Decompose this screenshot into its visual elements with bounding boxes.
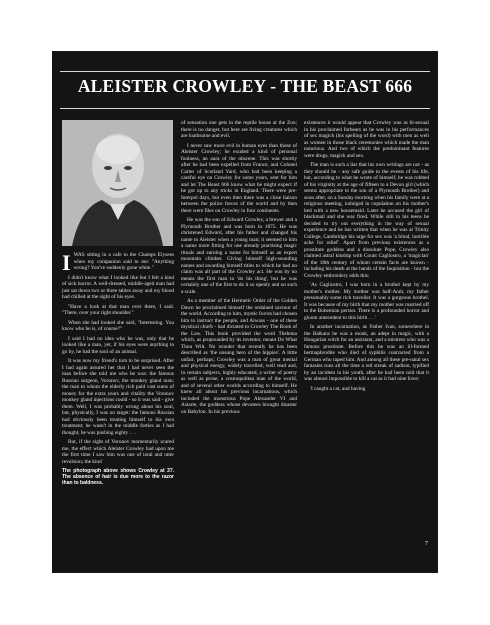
title-rule — [60, 108, 430, 109]
paragraph: existences it would appear that Crowley was as bi-sexual in his proclaimed forbears as he was in his performances of sex magick (his spelling of the word) with men as well as women in those black ceremonies which made the man notorious. And two of which the predominant features were drugs, magick and sex. — [304, 120, 429, 159]
magazine-page — [52, 51, 438, 573]
paragraph: "Have a look at that man over there, I said. "There, over your right shoulder." — [62, 303, 174, 316]
article-title: ALEISTER CROWLEY - THE BEAST 666 — [77, 76, 413, 96]
paragraph: It was now my friend's turn to be surprised. After I had again assured her that I had never seen the man before she told me who he was: the famous Russian surgeon, Voronov, the monkey gland man; the man to whom the elderly rich paid vast sums of money for the extra years and vitality the Voronov monkey gland injections could - so it was said - give them. Well, I was probably wrong about his soul, but, physically, I was on target: the famous Russian had obviously been treating himself to his own treatment; he wasn't in the middle forties as I had thought, he was pushing eighty . . . — [62, 358, 174, 436]
paragraph: The man is such a liar that his own writings are not - as they should be - any safe guide to the events of his life, but, according to what he wrote of himself, he was robbed of his virginity at the age of fifteen to a Devon girl (which seems appropriate to the son of a Plymouth Brother) and soon after, on a Sunday morning when his family were at a religious meeting, indulged in copulation on his mother's bed with a new housemaid. Later he accused the girl of blackmail and she was fired. While still in his teens he decided to try out everything in the way of sexual experience and he has written that when he was at Trinity College, Cambridge his urge for sex was 'a blind, horrible ache for relief'. Apart from previous existences as a prostitute goddess and a dissolute Pope, Crowley also claimed astral kinship with Count Cagliostro, a 'magician' of the 18th century of whom certain facts are known - including his death at the hands of the Inquisition - but the Crowley embroidery adds this: — [304, 162, 429, 279]
paragraph: WAS sitting in a cafe in the Champs Elysees when my companion said to me: "Anything wrong? You've suddenly gone white." — [73, 252, 174, 271]
paragraph: When she had looked she said, "Interesting. You know who he is, of course?" — [62, 319, 174, 332]
column-1 — [62, 120, 174, 486]
crowley-photo — [62, 120, 173, 246]
column-2 — [181, 120, 297, 418]
paragraph: In another incarnation, as Father Ivan, somewhere in the Balkans he was a monk, an adept in magic, with a Hungarian witch for an assistant, and a mistress who was a famous prostitute. Before this he was an ill-formed hermaphrodite who died of syphilis contracted from a German who raped him. And among all these pre-natal sex fantasies runs all the time a red streak of sadism, typified by an incident in his youth, after he had been told that it was almost impossible to kill a cat as it had nine lives: — [304, 324, 429, 382]
paragraph: He was the son of Edward Crowley, a brewer and a Plymouth Brother and was born in 1875. He was christened Edward, after his father and changed his name to Aleister when a young man; it seemed to him a name more fitting for one already practising magic rituals and earning a name for himself as an expert mountain climber. Giving himself high-sounding names and awarding himself titles to which he had no claim was all part of the Crowley act. He was by no means the first man to 'do his thing', but he was certainly one of the first to do it so openly and on such a scale. — [181, 217, 297, 295]
paragraph: 'As Cagliostro, I was born in a brothel kept by my mother's mother. My mother was half-Arab, my father presumably some rich traveller. It was a gorgeous brothel. It was because of my birth that my mother was married off to the Bohemian person. There is a profounded horror and gloom antecedent to this birth . . .' — [304, 282, 429, 321]
drop-cap: I — [62, 250, 71, 275]
paragraph: But, if the sight of Voronov momentarily scared me, the effect which Aleister Crowley had upon me the first time I saw him was one of total and utter revulsion; the kind — [62, 439, 174, 465]
paragraph: 'I caught a cat, and having — [310, 385, 366, 392]
paragraph: I didn't know what I looked like but I felt a kind of sick horror. A well-dressed, middle-aged man had just sat down two or three tables away and my blood had chilled at the sight of his eyes. — [62, 274, 174, 300]
page-number: 7 — [425, 541, 428, 547]
paragraph: I never saw more evil in human eyes than those of Aleister Crowley; he exuded a kind of personal foulness, an aura of the obscene. This was shortly after he had been expelled from France, and Colonel Carter of Scotland Yard, who had been keeping a careful eye on Crowley for some years, sent for him and let The Beast 666 know what he might expect if he got up to any tricks in England. There were pre-Interpol days, but even then there was a close liaison between the police forces of the world and by then there were files on Crowley in four continents. — [181, 142, 297, 214]
paragraph: As a member of the Hermetic Order of the Golden Dawn he proclaimed himself the ordained saviour of the world. According to him, mystic forces had chosen him to instruct the people, and Aiwass - one of these mystical chiefs - had dictated to Crowley The Book of the Law. This book provided the word Thelema which, as propounded by its inventor, meant Do What Thou Wilt. No wonder that recently he has been described as 'the unsung hero of the hippies'. A little unfair, perhaps; Crowley was a man of great mental and physical energy, widely travelled, well read and, in certain subjects, highly educated, a writer of poetry as well as prose; a cosmopolitan man of the world, and of several other worlds according to himself. He knew all about his previous incarnations, which included the monstrous Pope Alexander VI and Astarte, the goddess whose devotees brought disaster on Babylon. In his previous — [181, 298, 297, 415]
top-rule — [60, 71, 430, 72]
photo-caption: The photograph above shows Crowley at 37. The absence of hair is due more to the razor than to baldness. — [62, 468, 174, 486]
paragraph: of sensation one gets in the reptile house at the Zoo; there is no danger, but here are living creatures which are loathsome and evil. — [181, 120, 297, 139]
column-3 — [304, 120, 429, 395]
paragraph: I said I had no idea who he was, only that he looked like a man, yet, if his eyes were anything to go by, he had the soul of an animal. — [62, 335, 174, 355]
